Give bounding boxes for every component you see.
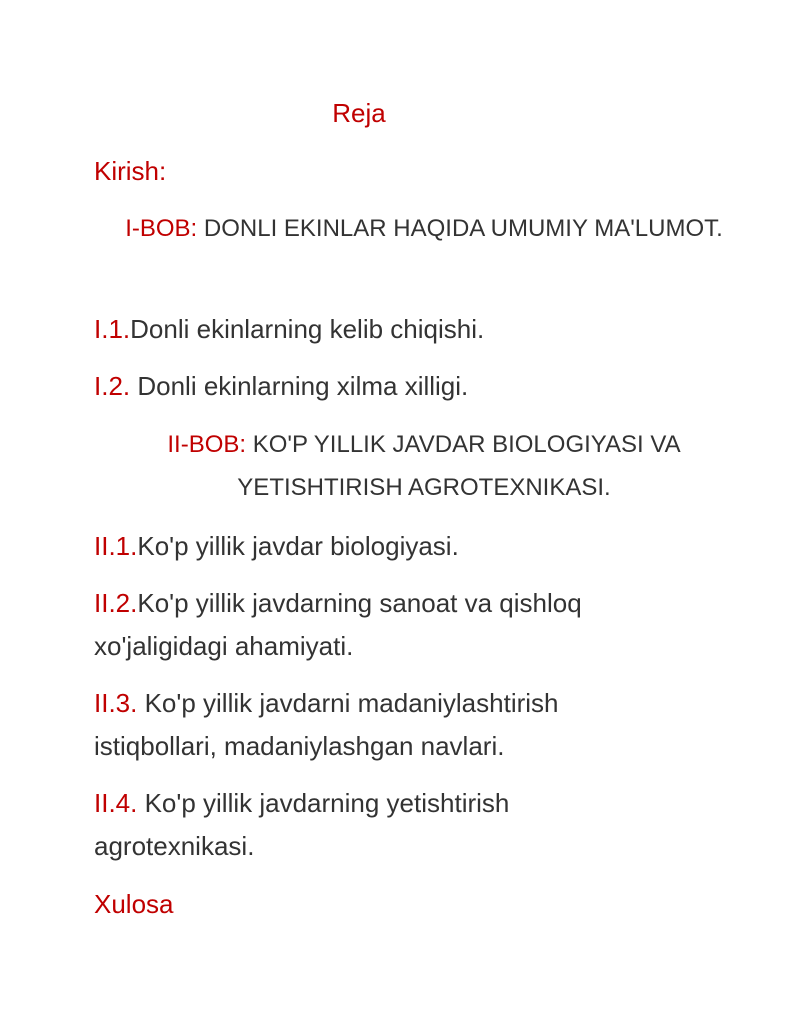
chapter-1-title: DONLI EKINLAR HAQIDA UMUMIY MA'LUMOT. [203,215,723,242]
section-item [94,365,468,407]
section-number: II.3. [94,688,138,718]
page-title: Reja [332,98,386,128]
section-number: I.1. [94,314,131,344]
section-number: I.2. [94,371,131,401]
chapter-1-heading [94,207,754,250]
section-title: Ko'p yillik javdarni madaniylashtirish istiqbollari, madaniylashgan navlari. [94,688,566,761]
section-item [94,582,654,668]
intro-heading: Kirish: [94,156,167,186]
conclusion-heading: Xulosa [94,889,174,919]
section-title: Ko'p yillik javdarning sanoat va qishloq xo'jaligidagi ahamiyati. [94,588,582,661]
chapter-2-heading [94,423,754,509]
section-number: II.1. [94,531,138,561]
section-title: Ko'p yillik javdarning yetishtirish agrotexnikasi. [94,788,517,861]
section-number: II.4. [94,788,138,818]
chapter-1-label: I-BOB: [125,215,198,242]
section-item [94,308,484,350]
chapter-2-label: II-BOB: [167,431,247,458]
section-item [94,682,634,768]
section-number: II.2. [94,588,138,618]
section-title: Donli ekinlarning xilma xilligi. [130,371,469,401]
section-title: Donli ekinlarning kelib chiqishi. [130,314,485,344]
section-item [94,782,574,868]
section-item [94,525,459,567]
section-title: Ko'p yillik javdar biologiyasi. [137,531,459,561]
chapter-2-title: KO'P YILLIK JAVDAR BIOLOGIYASI VA YETISHTIRISH AGROTEXNIKASI. [237,431,681,501]
